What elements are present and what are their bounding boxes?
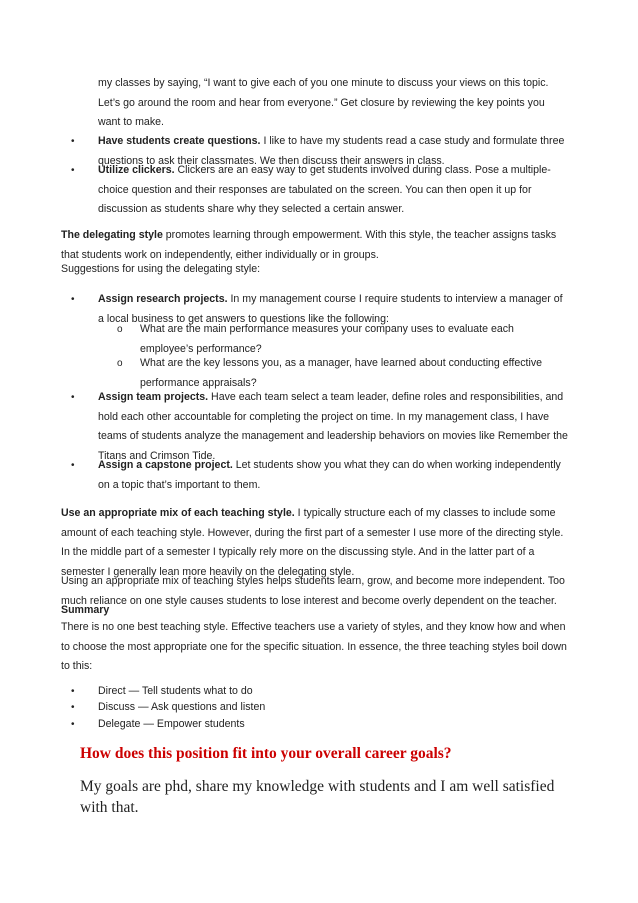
bullet-icon: •	[71, 294, 75, 305]
list-item: • Delegate — Empower students	[98, 715, 568, 735]
circle-bullet-icon: o	[117, 324, 123, 335]
list-item: • Discuss — Ask questions and listen	[98, 698, 568, 718]
delegating-suggestions: Suggestions for using the delegating style:	[61, 263, 261, 275]
list-item: • Direct — Tell students what to do	[98, 682, 568, 702]
bullet-icon: •	[71, 702, 75, 713]
bullet-icon: •	[71, 719, 75, 730]
bullet-icon: •	[71, 392, 75, 403]
mix-paragraph-2: Using an appropriate mix of teaching styles helps students learn, grow, and become more independent. Too much reliance on one style causes students to lose interest and become overly dependent on the teacher.	[61, 575, 565, 607]
bullet-icon: •	[71, 686, 75, 697]
intro-continuation: my classes by saying, “I want to give each of you one minute to discuss your views on this topic. Let’s go around the room and hear from everyone.” Get closure by reviewing the key points you want to make.	[98, 77, 549, 128]
bullet-icon: •	[71, 165, 75, 176]
career-goals-question: How does this position fit into your overall career goals?	[80, 745, 452, 762]
bullet-icon: •	[71, 460, 75, 471]
summary-heading: Summary	[61, 604, 110, 616]
list-item: • Assign team projects. Have each team select a team leader, define roles and responsibilities, and hold each other accountable for completing the project on time. In my management class, I have teams of students analyze the management and leadership behaviors on movies like Remember the Titans and Crimson Tide.	[98, 388, 568, 466]
list-item: • Have students create questions. I like to have my students read a case study and formulate three questions to ask their classmates. We then discuss their answers in class.	[98, 132, 568, 171]
circle-bullet-icon: o	[117, 358, 123, 369]
list-item: • Utilize clickers. Clickers are an easy way to get students involved during class. Pose a multiple-choice question and their responses are tabulated on the screen. You can then open it up for discussion as students share why they selected a certain answer.	[98, 161, 568, 220]
mix-paragraph: Use an appropriate mix of each teaching style. I typically structure each of my classes to include some amount of each teaching style. However, during the first part of a semester I use more of the directing style. In the middle part of a semester I typically rely more on the discussing style. And in the latter part of a semester I generally lean more heavily on the delegating style.	[61, 507, 564, 578]
list-item: • Assign a capstone project. Let students show you what they can do when working independently on a topic that’s important to them.	[98, 456, 568, 495]
bullet-icon: •	[71, 136, 75, 147]
career-goals-answer: My goals are phd, share my knowledge with students and I am well satisfied with that.	[80, 778, 555, 816]
sub-list-item: o What are the main performance measures your company uses to evaluate each employee’s performance?	[140, 320, 570, 359]
summary-paragraph: There is no one best teaching style. Effective teachers use a variety of styles, and they know how and when to choose the most appropriate one for the specific situation. In essence, the three teaching styles boil down to this:	[61, 621, 567, 672]
delegating-paragraph: The delegating style promotes learning through empowerment. With this style, the teacher assigns tasks that students work on independently, either individually or in groups.	[61, 229, 557, 261]
list-item: • Assign research projects. In my management course I require students to interview a manager of a local business to get answers to questions like the following:	[98, 290, 568, 329]
sub-list-item: o What are the key lessons you, as a manager, have learned about conducting effective performance appraisals?	[140, 354, 570, 393]
